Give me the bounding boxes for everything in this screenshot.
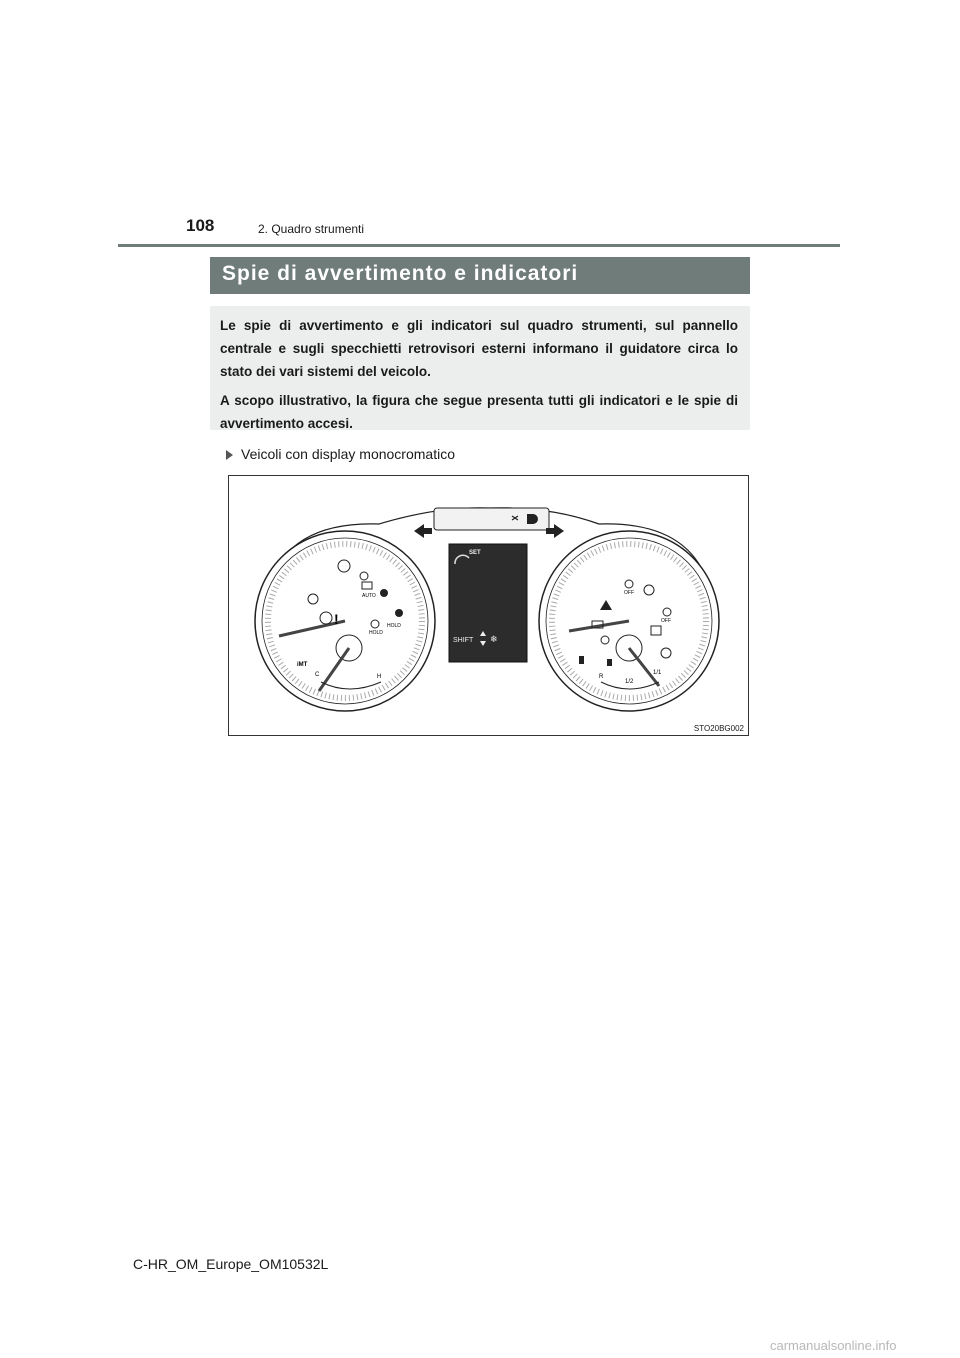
temp-cold-label: C [315,672,320,678]
fuel-full-label: 1/1 [653,670,662,676]
header-rule [118,244,840,247]
fuel-pump-icon [579,656,584,664]
section-title: 2. Quadro strumenti [258,222,365,236]
figure-code: STO20BG002 [693,724,744,733]
intro-paragraph-1: Le spie di avvertimento e gli indicatori sul quadro strumenti, sul pannello centrale e sugli specchietti retrovisori esterni informano il guidatore circa lo stato dei vari sistemi del veicolo. [220,318,738,379]
high-beam-icon [527,514,538,524]
svg-text:❄: ❄ [490,635,498,645]
intro-box [210,306,750,430]
set-label: SET [469,550,481,556]
bullet-arrow-icon [226,450,233,460]
footer-doc-id: C-HR_OM_Europe_OM10532L [133,1256,329,1272]
turn-left-icon [414,524,432,538]
temp-hot-label: H [377,674,382,680]
fuel-half-label: 1/2 [625,679,634,685]
bullet-item [226,446,455,462]
instrument-cluster-figure [228,475,749,736]
imt-label: iMT [297,662,308,668]
off-label-1: OFF [624,590,634,596]
fuel-empty-label: R [599,674,604,680]
speedometer-gauge [539,531,719,711]
bullet-text: Veicoli con display monocromatico [241,446,455,462]
multi-information-display [449,544,527,662]
hold-label-2: HOLD [387,623,401,629]
airbag-warning-icon [395,609,403,617]
seatbelt-reminder-icon [380,589,388,597]
off-label-2: OFF [661,618,671,624]
master-warning-icon [334,611,339,627]
page-number: 108 [186,216,215,235]
hold-label-1: HOLD [369,630,383,636]
auto-label: AUTO [362,593,376,599]
watermark: carmanualsonline.info [770,1338,897,1353]
low-fuel-icon [607,659,612,666]
shift-label: SHIFT [453,637,474,644]
page-heading: Spie di avvertimento e indicatori [222,262,579,285]
heading-bar [210,257,750,294]
svg-text:!: ! [334,611,339,627]
instrument-cluster-illustration [229,476,748,735]
intro-paragraph-2: A scopo illustrativo, la figura che segue presenta tutti gli indicatori e le spie di avvertimento accesi. [220,393,738,431]
ice-warning-icon [490,635,498,645]
tachometer-gauge [255,531,435,711]
